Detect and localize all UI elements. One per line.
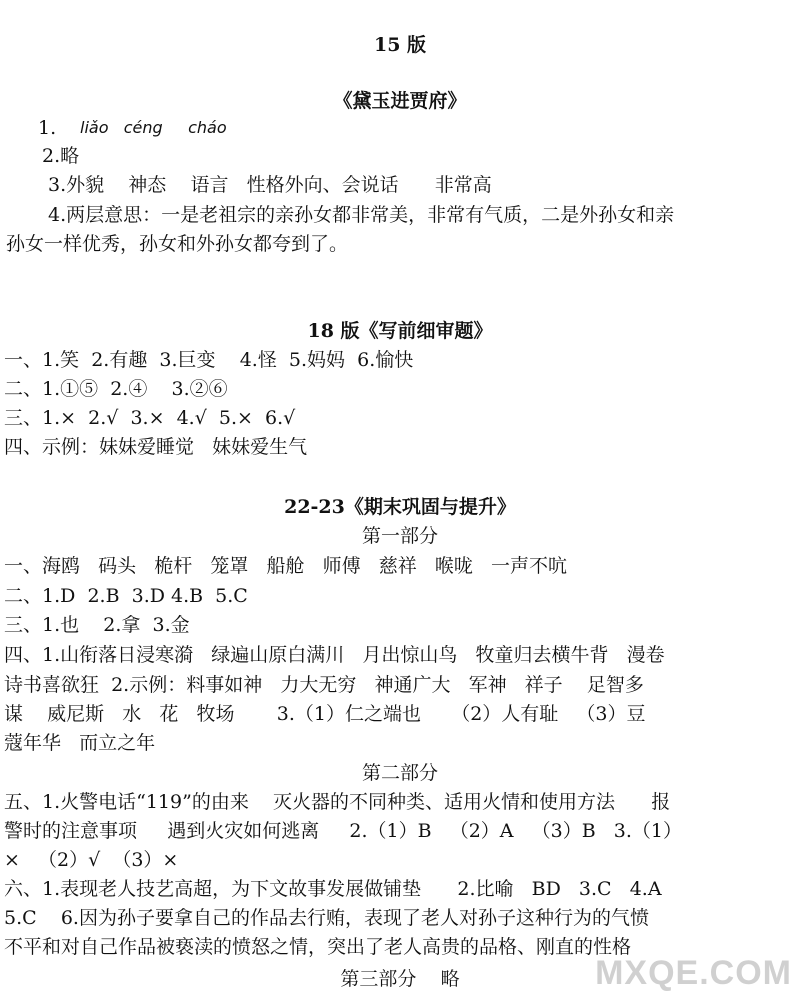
answer-4-line2: 孙女一样优秀，孙女和外孙女都夸到了。: [6, 233, 349, 255]
part-1-heading: 第一部分: [361, 525, 438, 547]
answer-3: 3.外貌 神态 语言 性格外向、会说话 非常高: [48, 174, 492, 196]
p1-line-5: 诗书喜欲狂 2.示例：料事如神 力大无穷 神通广大 军神 祥子 足智多: [4, 674, 644, 696]
section-title-qimo: 22-23《期末巩固与提升》: [284, 496, 516, 518]
s2-line-4: 四、示例：妹妹爱睡觉 妹妹爱生气: [4, 436, 308, 458]
p2-line-3: × （2）√ （3）×: [4, 849, 179, 871]
part-3-heading: 第三部分 略: [340, 968, 460, 990]
p1-line-2: 二、1.D 2.B 3.D 4.B 5.C: [4, 585, 248, 607]
answer-2: 2.略: [42, 145, 80, 167]
p2-line-5: 5.C 6.因为孙子要拿自己的作品去行贿，表现了老人对孙子这种行为的气愤: [4, 907, 649, 929]
p1-line-3: 三、1.也 2.拿 3.金: [4, 614, 190, 636]
p2-line-4: 六、1.表现老人技艺高超，为下文故事发展做铺垫 2.比喻 BD 3.C 4.A: [4, 878, 662, 900]
section-title-xieqian: 18 版《写前细审题》: [307, 320, 493, 342]
p1-line-4: 四、1.山衔落日浸寒漪 绿遍山原白满川 月出惊山鸟 牧童归去横牛背 漫卷: [4, 644, 665, 666]
part-2-heading: 第二部分: [361, 762, 438, 784]
p1-line-1: 一、海鸥 码头 桅杆 笼罩 船舱 师傅 慈祥 喉咙 一声不吭: [4, 555, 567, 577]
s2-line-1: 一、1.笑 2.有趣 3.巨变 4.怪 5.妈妈 6.愉快: [4, 349, 414, 371]
answer-1-pinyin: liǎo céng cháo: [80, 118, 227, 137]
s2-line-3: 三、1.× 2.√ 3.× 4.√ 5.× 6.√: [4, 407, 296, 429]
p2-line-2: 警时的注意事项 遇到火灾如何逃离 2.（1）B （2）A （3）B 3.（1）: [4, 820, 683, 842]
p2-line-1: 五、1.火警电话“119”的由来 灭火器的不同种类、适用火情和使用方法 报: [4, 791, 671, 813]
watermark: MXQE.COM: [595, 954, 792, 992]
p1-line-6: 谋 威尼斯 水 花 牧场 3.（1）仁之端也 （2）人有耻 （3）豆: [4, 703, 646, 725]
answer-4-line1: 4.两层意思：一是老祖宗的亲孙女都非常美，非常有气质，二是外孙女和亲: [48, 204, 675, 226]
page-title: 15 版: [373, 34, 427, 56]
p2-line-6: 不平和对自己作品被亵渎的愤怒之情，突出了老人高贵的品格、刚直的性格: [4, 936, 632, 958]
s2-line-2: 二、1.①⑤ 2.④ 3.②⑥: [4, 378, 228, 400]
p1-line-7: 蔻年华 而立之年: [4, 732, 156, 754]
section-title-daiyu: 《黛玉进贾府》: [333, 90, 467, 112]
answer-1-number: 1.: [38, 117, 57, 139]
